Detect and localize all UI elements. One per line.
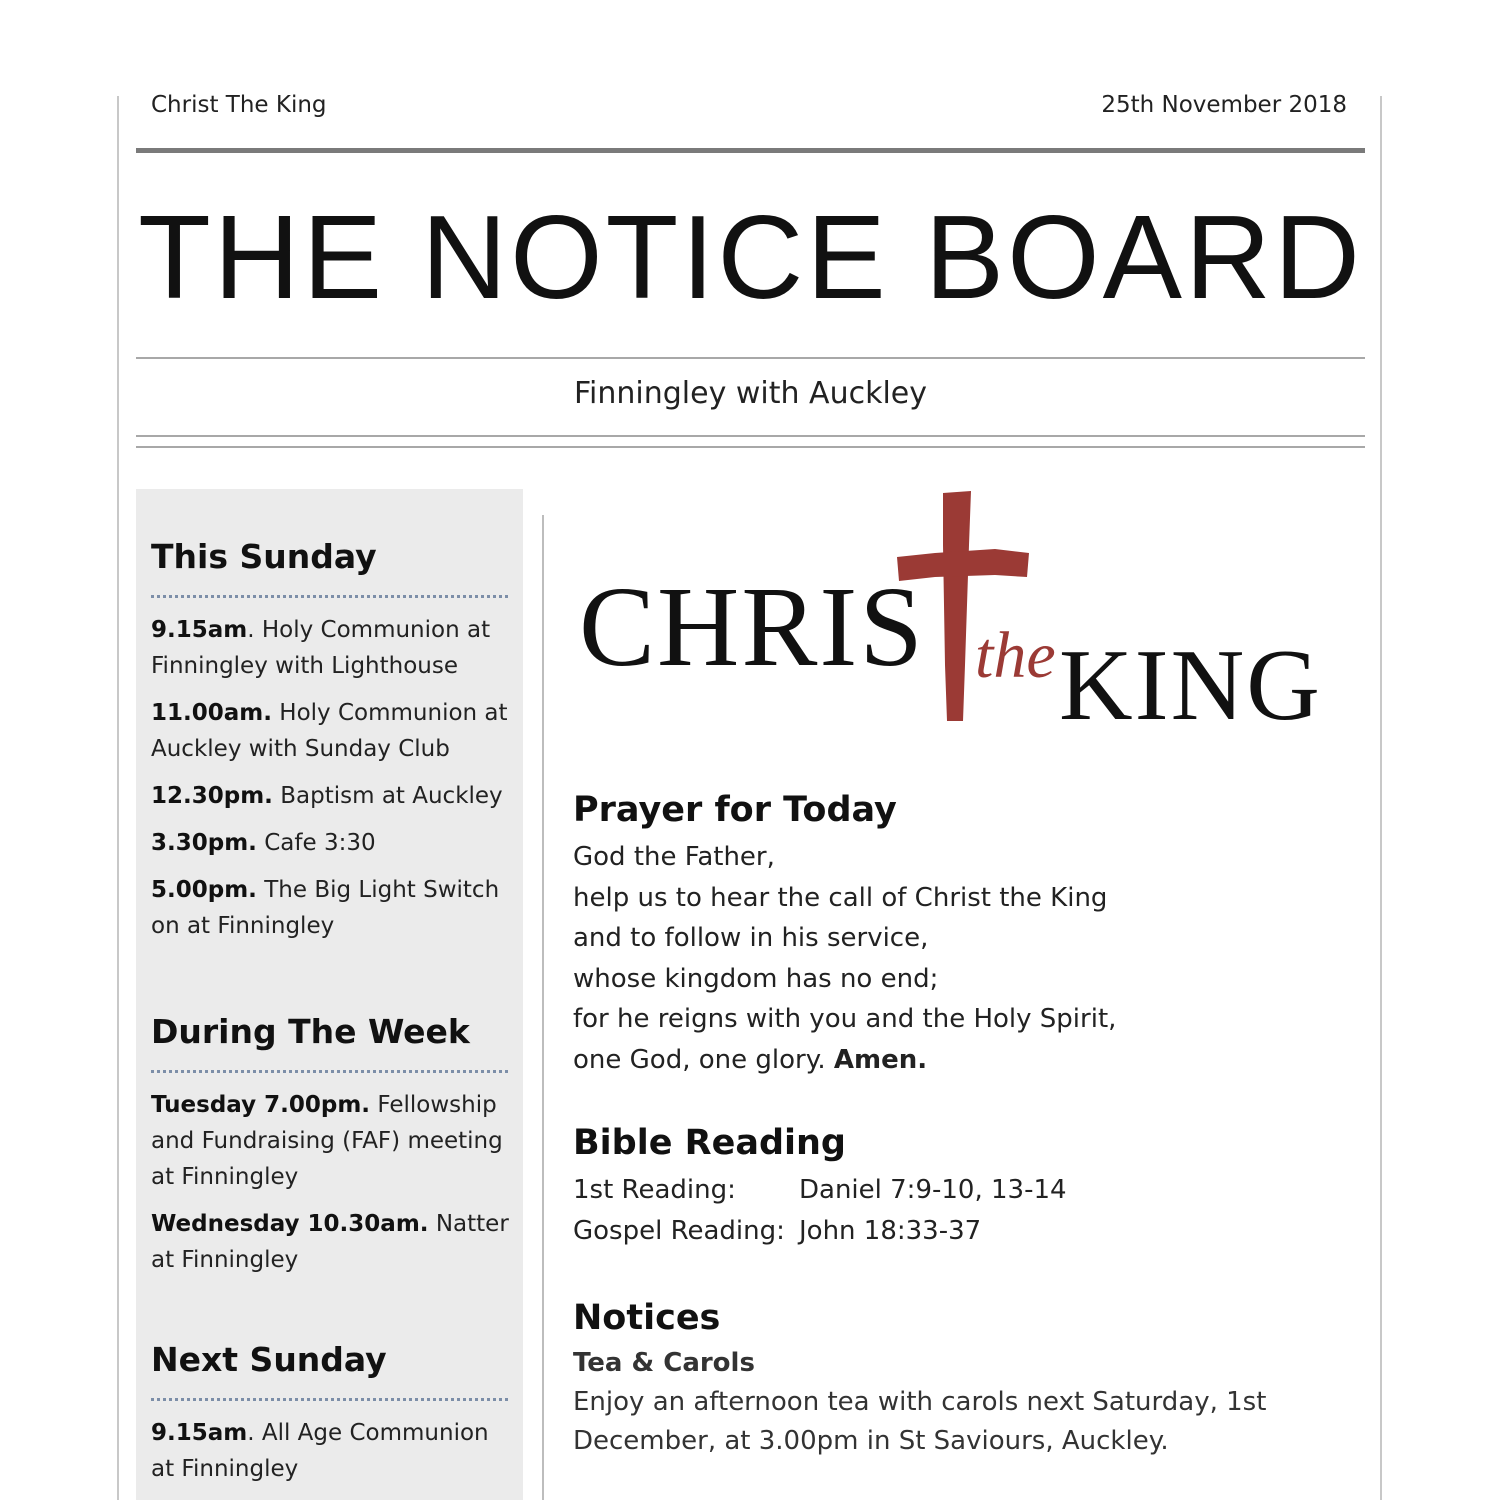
schedule-text: Baptism at Auckley — [272, 783, 503, 809]
prayer-amen: Amen. — [833, 1044, 928, 1075]
during-week-title: During The Week — [151, 1012, 470, 1051]
prayer-line: help us to hear the call of Christ the King — [573, 882, 1108, 913]
prayer-last-line — [573, 1040, 1353, 1081]
parish-subtitle: Finningley with Auckley — [573, 376, 928, 411]
prayer-line: and to follow in his service, — [573, 923, 929, 953]
schedule-time: 12.30pm. — [151, 783, 273, 809]
page-edge-left — [117, 96, 119, 1500]
schedule-item — [151, 1087, 511, 1195]
schedule-item — [151, 612, 511, 684]
schedule-text: The Big Light Switch on at Finningley — [151, 877, 500, 939]
dotted-divider — [151, 1070, 508, 1073]
reading-row — [573, 1211, 1353, 1252]
schedule-text: Holy Communion at Auckley with Sunday Club — [151, 700, 508, 762]
reading-label: Gospel Reading: — [573, 1215, 785, 1246]
page-edge-right — [1380, 96, 1382, 1500]
prayer-line: one God, one glory. — [573, 1044, 834, 1075]
prayer-line: God the Father, — [573, 842, 775, 872]
subtitle-rule-top — [136, 435, 1365, 437]
prayer-section — [573, 789, 1353, 1080]
christ-the-king-logo — [575, 485, 1365, 730]
schedule-text: Fellowship and Fundraising (FAF) meeting at Finningley — [151, 1092, 503, 1190]
reading-row — [573, 1170, 1353, 1211]
masthead-title: THE NOTICE BOARD — [138, 191, 1363, 324]
header-date: 25th November 2018 — [1101, 92, 1347, 118]
dotted-divider — [151, 595, 508, 598]
schedule-time: 11.00am. — [151, 700, 272, 726]
schedule-item — [151, 695, 511, 767]
schedule-text: Natter at Finningley — [151, 1211, 509, 1273]
prayer-title: Prayer for Today — [573, 790, 897, 830]
reading-reference: John 18:33-37 — [799, 1215, 982, 1246]
notices-section — [573, 1297, 1353, 1461]
bible-reading-title: Bible Reading — [573, 1123, 846, 1163]
schedule-time: 5.00pm. — [151, 877, 257, 903]
dotted-divider — [151, 1398, 508, 1401]
masthead-rule — [136, 357, 1365, 359]
this-sunday-section — [151, 537, 511, 955]
schedule-time: Wednesday 10.30am. — [151, 1211, 429, 1237]
prayer-line: for he reigns with you and the Holy Spirit, — [573, 1004, 1117, 1034]
schedule-text: . Holy Communion at Finningley with Lighthouse — [151, 617, 491, 679]
sidebar-schedule — [136, 489, 523, 1500]
header-rule — [136, 148, 1365, 153]
schedule-time: Tuesday 7.00pm. — [151, 1092, 371, 1118]
schedule-item — [151, 1206, 511, 1278]
logo-word-chris: CHRIS — [579, 563, 925, 690]
schedule-text: . All Age Communion at Finningley — [151, 1420, 489, 1482]
subtitle-rule-bottom — [136, 446, 1365, 448]
header-church-name: Christ The King — [151, 92, 327, 118]
schedule-item — [151, 872, 511, 944]
notice-body: Enjoy an afternoon tea with carols next Saturday, 1st December, at 3.00pm in St Saviours, Auckley. — [573, 1387, 1267, 1456]
notices-title: Notices — [573, 1298, 721, 1338]
logo-word-the: the — [975, 619, 1056, 692]
next-sunday-title: Next Sunday — [151, 1340, 387, 1379]
schedule-time: 3.30pm. — [151, 830, 257, 856]
schedule-time: 9.15am — [151, 1420, 248, 1446]
schedule-item — [151, 778, 511, 814]
schedule-text: Cafe 3:30 — [256, 830, 376, 856]
during-week-section — [151, 1012, 511, 1289]
schedule-item — [151, 1415, 511, 1487]
schedule-item — [151, 825, 511, 861]
logo-word-king: KING — [1059, 629, 1322, 730]
schedule-time: 9.15am — [151, 617, 248, 643]
this-sunday-title: This Sunday — [151, 537, 377, 576]
notice-heading: Tea & Carols — [573, 1348, 755, 1378]
reading-reference: Daniel 7:9-10, 13-14 — [799, 1175, 1067, 1205]
column-divider — [542, 515, 544, 1500]
next-sunday-section — [151, 1340, 511, 1498]
prayer-line: whose kingdom has no end; — [573, 963, 939, 994]
reading-label: 1st Reading: — [573, 1175, 736, 1205]
bible-reading-section — [573, 1122, 1353, 1251]
